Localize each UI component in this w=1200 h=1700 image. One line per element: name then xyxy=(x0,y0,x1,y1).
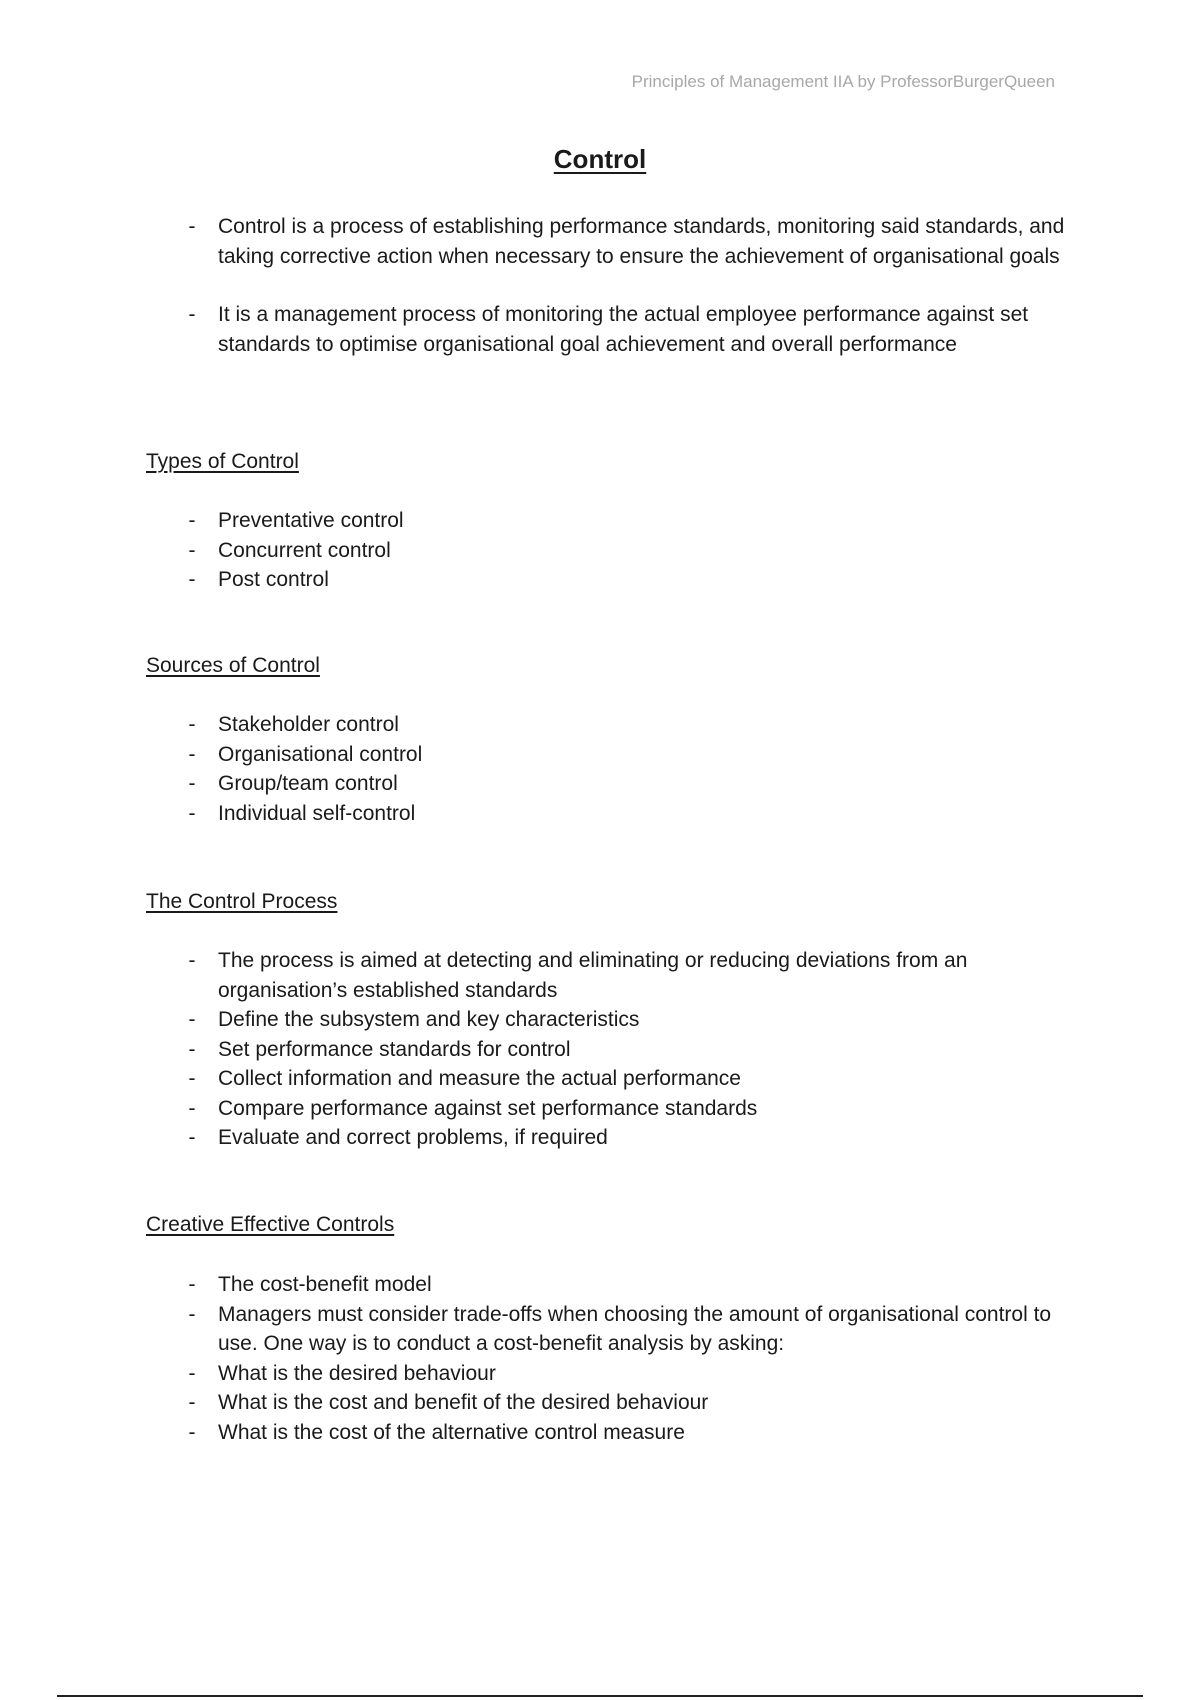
process-list xyxy=(188,946,1068,1153)
list-item-text: Organisational control xyxy=(218,742,423,766)
dash-bullet: - xyxy=(188,1037,196,1061)
list-item xyxy=(188,769,1068,799)
list-item-text: The process is aimed at detecting and eliminating or reducing deviations from an organisation’s established standards xyxy=(218,949,968,1002)
list-item xyxy=(188,799,1068,829)
list-item xyxy=(188,506,1068,536)
dash-bullet: - xyxy=(188,1008,196,1031)
effective-section xyxy=(188,1270,1068,1447)
list-item-text: What is the desired behaviour xyxy=(218,1361,496,1385)
dash-bullet: - xyxy=(188,949,196,972)
process-section xyxy=(188,946,1068,1153)
dash-bullet: - xyxy=(188,1361,196,1385)
dash-bullet: - xyxy=(188,509,196,532)
types-list xyxy=(188,506,1068,595)
list-item xyxy=(188,565,1068,595)
dash-bullet: - xyxy=(188,1391,196,1414)
list-item xyxy=(188,536,1068,566)
list-item-text: Compare performance against set performance standards xyxy=(218,1096,758,1120)
list-item xyxy=(188,1300,1068,1448)
list-item xyxy=(188,1359,1068,1389)
list-item-text: What is the cost of the alternative control measure xyxy=(218,1420,685,1444)
list-item xyxy=(188,740,1068,770)
list-item-text: Stakeholder control xyxy=(218,713,399,736)
effective-list xyxy=(188,1270,1068,1447)
list-item-text: Define the subsystem and key characteristics xyxy=(218,1008,640,1031)
list-item xyxy=(188,1418,1068,1448)
list-item-text: Collect information and measure the actual performance xyxy=(218,1067,741,1090)
intro-section xyxy=(188,212,1068,359)
dash-bullet: - xyxy=(188,1126,196,1149)
intro-list xyxy=(188,212,1068,359)
section-heading-sources: Sources of Control xyxy=(146,654,320,677)
process-steps-list xyxy=(188,1005,1068,1153)
section-heading-effective: Creative Effective Controls xyxy=(146,1213,395,1236)
questions-list xyxy=(188,1359,1068,1448)
list-item xyxy=(188,946,1068,1153)
dash-bullet: - xyxy=(188,1273,196,1296)
dash-bullet: - xyxy=(188,772,196,795)
dash-bullet: - xyxy=(188,538,196,562)
list-item xyxy=(188,710,1068,740)
list-item-text: Evaluate and correct problems, if required xyxy=(218,1126,608,1149)
list-item xyxy=(188,1123,1068,1153)
section-heading-types: Types of Control xyxy=(146,450,299,473)
dash-bullet: - xyxy=(188,1420,196,1444)
dash-bullet: - xyxy=(188,713,196,736)
list-item xyxy=(188,1270,1068,1447)
list-item xyxy=(188,1094,1068,1124)
list-item-text: It is a management process of monitoring the actual employee performance against set standards to optimise organisational goal achievement and overall performance xyxy=(218,303,1029,356)
sources-list xyxy=(188,710,1068,828)
footer-divider xyxy=(57,1695,1143,1697)
list-item xyxy=(188,1388,1068,1418)
dash-bullet: - xyxy=(188,1067,196,1090)
list-item-text: Group/team control xyxy=(218,772,398,795)
dash-bullet: - xyxy=(188,568,196,591)
list-item xyxy=(188,212,1068,271)
dash-bullet: - xyxy=(188,801,196,825)
list-item xyxy=(188,1035,1068,1065)
sources-section xyxy=(188,710,1068,828)
dash-bullet: - xyxy=(188,1096,196,1120)
dash-bullet: - xyxy=(188,742,196,766)
list-item xyxy=(188,1005,1068,1035)
list-item-text: Preventative control xyxy=(218,509,404,532)
list-item-text: Concurrent control xyxy=(218,538,391,562)
list-item xyxy=(188,1064,1068,1094)
dash-bullet: - xyxy=(188,1302,196,1326)
list-item-text: Post control xyxy=(218,568,329,591)
list-item-text: Individual self-control xyxy=(218,801,416,825)
effective-sub-list xyxy=(188,1300,1068,1448)
page-title: Control xyxy=(553,144,647,174)
dash-bullet: - xyxy=(188,303,196,326)
list-item-text: Control is a process of establishing performance standards, monitoring said standards, and taking corrective action when necessary to ensure the achievement of organisational goals xyxy=(218,215,1065,268)
page-header: Principles of Management IIA by ProfessorBurgerQueen xyxy=(631,72,1055,91)
section-heading-process: The Control Process xyxy=(146,890,338,913)
list-item xyxy=(188,300,1068,359)
types-section xyxy=(188,506,1068,595)
dash-bullet: - xyxy=(188,215,196,238)
list-item-text: What is the cost and benefit of the desired behaviour xyxy=(218,1391,709,1414)
list-item-text: The cost-benefit model xyxy=(218,1273,432,1296)
list-item-text: Managers must consider trade-offs when choosing the amount of organisational control to use. One way is to conduct a cost-benefit analysis by asking: xyxy=(218,1302,1052,1355)
list-item-text: Set performance standards for control xyxy=(218,1037,571,1061)
